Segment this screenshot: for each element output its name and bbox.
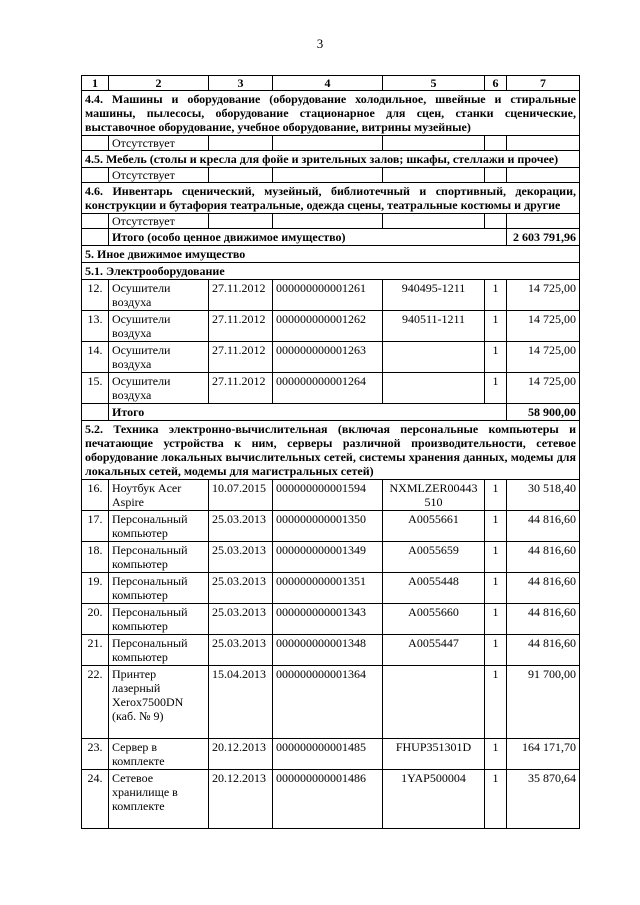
section-heading: 4.4. Машины и оборудование (оборудование холодильное, швейные и стиральные машины, пылесосы, оборудование стационарное для сцен, станки сценические, выставочное оборудование, учебное оборудование, витрины музейные) bbox=[82, 91, 580, 136]
item-name: Осушители воздуха bbox=[109, 342, 209, 373]
total-label: Итого (особо ценное движимое имущество) bbox=[109, 229, 507, 246]
quantity: 1 bbox=[485, 542, 507, 573]
acquisition-date: 25.03.2013 bbox=[209, 604, 273, 635]
book-value: 35 870,64 bbox=[507, 770, 580, 829]
total-row bbox=[82, 229, 580, 246]
section-heading: 5. Иное движимое имущество bbox=[82, 246, 580, 263]
empty-cell bbox=[82, 136, 109, 151]
acquisition-date: 20.12.2013 bbox=[209, 739, 273, 770]
serial-number: 940495-1211 bbox=[383, 280, 485, 311]
inventory-number: 000000000001261 bbox=[273, 280, 383, 311]
serial-number bbox=[383, 342, 485, 373]
quantity: 1 bbox=[485, 311, 507, 342]
empty-cell bbox=[82, 214, 109, 229]
item-name: Персональный компьютер bbox=[109, 511, 209, 542]
absent-note: Отсутствует bbox=[109, 168, 209, 183]
quantity: 1 bbox=[485, 373, 507, 404]
serial-number: A0055448 bbox=[383, 573, 485, 604]
serial-number: A0055661 bbox=[383, 511, 485, 542]
quantity: 1 bbox=[485, 739, 507, 770]
absent-note: Отсутствует bbox=[109, 136, 209, 151]
serial-number bbox=[383, 666, 485, 739]
inventory-number: 000000000001343 bbox=[273, 604, 383, 635]
acquisition-date: 10.07.2015 bbox=[209, 480, 273, 511]
page-number: 3 bbox=[316, 36, 324, 51]
section-heading-row bbox=[82, 183, 580, 214]
total-value: 58 900,00 bbox=[507, 404, 580, 421]
serial-number bbox=[383, 373, 485, 404]
serial-number: 940511-1211 bbox=[383, 311, 485, 342]
serial-number: A0055659 bbox=[383, 542, 485, 573]
quantity: 1 bbox=[485, 635, 507, 666]
acquisition-date: 25.03.2013 bbox=[209, 635, 273, 666]
empty-cell bbox=[209, 168, 273, 183]
book-value: 44 816,60 bbox=[507, 604, 580, 635]
section-heading-row bbox=[82, 421, 580, 480]
item-name: Осушители воздуха bbox=[109, 280, 209, 311]
book-value: 14 725,00 bbox=[507, 342, 580, 373]
book-value: 30 518,40 bbox=[507, 480, 580, 511]
empty-row bbox=[82, 136, 580, 151]
item-name: Сервер в комплекте bbox=[109, 739, 209, 770]
table-row bbox=[82, 666, 580, 739]
item-name: Персональный компьютер bbox=[109, 635, 209, 666]
section-heading: 5.2. Техника электронно-вычислительная (включая персональные компьютеры и печатающие устройства к ним, серверы различной производительности, сетевое оборудование локальных вычислительных сетей, системы хранения данных, модемы для локальных сетей, модемы для магистральных сетей) bbox=[82, 421, 580, 480]
table-row bbox=[82, 311, 580, 342]
empty-cell bbox=[485, 136, 507, 151]
table-row bbox=[82, 280, 580, 311]
item-name: Персональный компьютер bbox=[109, 542, 209, 573]
acquisition-date: 25.03.2013 bbox=[209, 573, 273, 604]
table-row bbox=[82, 373, 580, 404]
serial-number: 1YAP500004 bbox=[383, 770, 485, 829]
item-name: Осушители воздуха bbox=[109, 311, 209, 342]
acquisition-date: 20.12.2013 bbox=[209, 770, 273, 829]
row-number: 24. bbox=[82, 770, 109, 829]
inventory-number: 000000000001262 bbox=[273, 311, 383, 342]
empty-cell bbox=[82, 229, 109, 246]
row-number: 20. bbox=[82, 604, 109, 635]
table-row bbox=[82, 342, 580, 373]
serial-number: A0055660 bbox=[383, 604, 485, 635]
book-value: 14 725,00 bbox=[507, 280, 580, 311]
acquisition-date: 25.03.2013 bbox=[209, 542, 273, 573]
empty-cell bbox=[209, 214, 273, 229]
book-value: 44 816,60 bbox=[507, 573, 580, 604]
section-heading-row bbox=[82, 151, 580, 168]
quantity: 1 bbox=[485, 573, 507, 604]
inventory-number: 000000000001485 bbox=[273, 739, 383, 770]
row-number: 23. bbox=[82, 739, 109, 770]
section-heading-row bbox=[82, 263, 580, 280]
item-name: Ноутбук Acer Aspire bbox=[109, 480, 209, 511]
acquisition-date: 25.03.2013 bbox=[209, 511, 273, 542]
inventory-number: 000000000001350 bbox=[273, 511, 383, 542]
total-value: 2 603 791,96 bbox=[507, 229, 580, 246]
table-row bbox=[82, 511, 580, 542]
item-name: Принтер лазерный Xerox7500DN (каб. № 9) bbox=[109, 666, 209, 739]
inventory-number: 000000000001486 bbox=[273, 770, 383, 829]
item-name: Персональный компьютер bbox=[109, 573, 209, 604]
item-name: Осушители воздуха bbox=[109, 373, 209, 404]
inventory-number: 000000000001349 bbox=[273, 542, 383, 573]
serial-number: A0055447 bbox=[383, 635, 485, 666]
empty-cell bbox=[82, 404, 109, 421]
quantity: 1 bbox=[485, 342, 507, 373]
column-header-row bbox=[82, 76, 580, 91]
acquisition-date: 27.11.2012 bbox=[209, 342, 273, 373]
row-number: 21. bbox=[82, 635, 109, 666]
empty-row bbox=[82, 168, 580, 183]
book-value: 14 725,00 bbox=[507, 311, 580, 342]
column-header: 3 bbox=[209, 76, 273, 91]
table-row bbox=[82, 604, 580, 635]
section-heading: 5.1. Электрооборудование bbox=[82, 263, 580, 280]
section-heading: 4.5. Мебель (столы и кресла для фойе и зрительных залов; шкафы, стеллажи и прочее) bbox=[82, 151, 580, 168]
table-row bbox=[82, 770, 580, 829]
column-header: 4 bbox=[273, 76, 383, 91]
inventory-number: 000000000001364 bbox=[273, 666, 383, 739]
section-heading: 4.6. Инвентарь сценический, музейный, библиотечный и спортивный, декорации, конструкции и бутафория театральные, одежда сцены, театральные костюмы и другие bbox=[82, 183, 580, 214]
total-label: Итого bbox=[109, 404, 507, 421]
acquisition-date: 27.11.2012 bbox=[209, 311, 273, 342]
book-value: 91 700,00 bbox=[507, 666, 580, 739]
empty-cell bbox=[507, 136, 580, 151]
quantity: 1 bbox=[485, 604, 507, 635]
column-header: 5 bbox=[383, 76, 485, 91]
table-row bbox=[82, 739, 580, 770]
book-value: 44 816,60 bbox=[507, 635, 580, 666]
acquisition-date: 27.11.2012 bbox=[209, 280, 273, 311]
book-value: 14 725,00 bbox=[507, 373, 580, 404]
inventory-number: 000000000001263 bbox=[273, 342, 383, 373]
quantity: 1 bbox=[485, 770, 507, 829]
inventory-number: 000000000001594 bbox=[273, 480, 383, 511]
row-number: 17. bbox=[82, 511, 109, 542]
empty-cell bbox=[507, 168, 580, 183]
item-name: Сетевое хранилище в комплекте bbox=[109, 770, 209, 829]
absent-note: Отсутствует bbox=[109, 214, 209, 229]
row-number: 14. bbox=[82, 342, 109, 373]
empty-cell bbox=[485, 168, 507, 183]
section-heading-row bbox=[82, 91, 580, 136]
row-number: 12. bbox=[82, 280, 109, 311]
column-header: 1 bbox=[82, 76, 109, 91]
row-number: 16. bbox=[82, 480, 109, 511]
empty-cell bbox=[485, 214, 507, 229]
empty-cell bbox=[507, 214, 580, 229]
inventory-number: 000000000001348 bbox=[273, 635, 383, 666]
row-number: 15. bbox=[82, 373, 109, 404]
row-number: 18. bbox=[82, 542, 109, 573]
table-row bbox=[82, 542, 580, 573]
column-header: 7 bbox=[507, 76, 580, 91]
empty-cell bbox=[209, 136, 273, 151]
quantity: 1 bbox=[485, 666, 507, 739]
serial-number: FHUP351301D bbox=[383, 739, 485, 770]
row-number: 22. bbox=[82, 666, 109, 739]
inventory-table bbox=[81, 75, 580, 829]
empty-cell bbox=[82, 168, 109, 183]
quantity: 1 bbox=[485, 511, 507, 542]
row-number: 19. bbox=[82, 573, 109, 604]
acquisition-date: 15.04.2013 bbox=[209, 666, 273, 739]
acquisition-date: 27.11.2012 bbox=[209, 373, 273, 404]
section-heading-row bbox=[82, 246, 580, 263]
quantity: 1 bbox=[485, 280, 507, 311]
inventory-number: 000000000001351 bbox=[273, 573, 383, 604]
empty-cell bbox=[383, 214, 485, 229]
table-row bbox=[82, 480, 580, 511]
empty-cell bbox=[273, 168, 383, 183]
column-header: 6 bbox=[485, 76, 507, 91]
serial-number: NXMLZER00443 510 bbox=[383, 480, 485, 511]
inventory-number: 000000000001264 bbox=[273, 373, 383, 404]
book-value: 164 171,70 bbox=[507, 739, 580, 770]
quantity: 1 bbox=[485, 480, 507, 511]
table-row bbox=[82, 635, 580, 666]
empty-cell bbox=[273, 136, 383, 151]
table-row bbox=[82, 573, 580, 604]
empty-cell bbox=[273, 214, 383, 229]
empty-cell bbox=[383, 168, 485, 183]
total-row bbox=[82, 404, 580, 421]
empty-row bbox=[82, 214, 580, 229]
empty-cell bbox=[383, 136, 485, 151]
row-number: 13. bbox=[82, 311, 109, 342]
column-header: 2 bbox=[109, 76, 209, 91]
item-name: Персональный компьютер bbox=[109, 604, 209, 635]
book-value: 44 816,60 bbox=[507, 511, 580, 542]
book-value: 44 816,60 bbox=[507, 542, 580, 573]
